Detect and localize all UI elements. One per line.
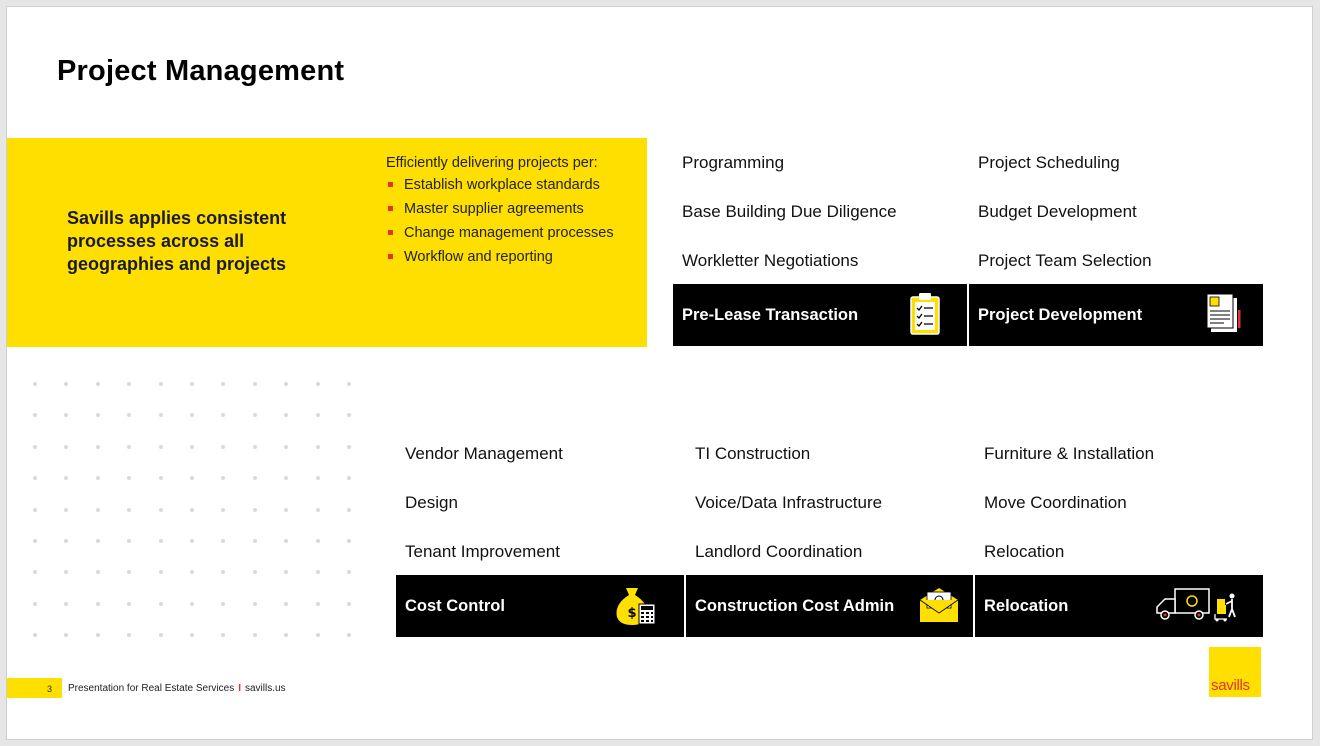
category-label: Project Development: [978, 306, 1143, 324]
decorative-dot: [253, 413, 257, 417]
decorative-dot: [253, 508, 257, 512]
decorative-dot: [284, 476, 288, 480]
service-item: Project Scheduling: [978, 153, 1120, 172]
envelope-money-icon: [918, 586, 960, 629]
decorative-dot: [347, 570, 351, 574]
decorative-dot: [284, 570, 288, 574]
decorative-dot: [190, 413, 194, 417]
decorative-dot: [33, 508, 37, 512]
service-item: Project Team Selection: [978, 251, 1152, 270]
bullets-intro: Efficiently delivering projects per:: [386, 155, 598, 171]
decorative-dot: [159, 445, 163, 449]
decorative-dot: [96, 382, 100, 386]
category-label: Relocation: [984, 597, 1069, 615]
decorative-dot: [64, 602, 68, 606]
category-label: Construction Cost Admin: [695, 597, 895, 615]
service-item: Base Building Due Diligence: [682, 202, 897, 221]
decorative-dot: [284, 508, 288, 512]
service-item: Relocation: [984, 542, 1065, 561]
decorative-dot: [347, 445, 351, 449]
footer-site: savills.us: [244, 683, 286, 694]
decorative-dot: [190, 633, 194, 637]
decorative-dot: [316, 633, 320, 637]
svg-text:$: $: [627, 606, 637, 621]
decorative-dot: [33, 602, 37, 606]
decorative-dot: [316, 445, 320, 449]
decorative-dot: [159, 413, 163, 417]
decorative-dot: [253, 602, 257, 606]
decorative-dot: [33, 445, 37, 449]
slide: [6, 6, 1313, 740]
decorative-dot: [316, 570, 320, 574]
service-item: TI Construction: [695, 444, 811, 463]
service-item: Workletter Negotiations: [682, 251, 859, 270]
service-item: Furniture & Installation: [984, 444, 1155, 463]
document-pencil-icon: [1203, 292, 1243, 341]
lead-statement: Savills applies consistent processes across all geographies and projects: [67, 208, 287, 274]
decorative-dot: [190, 445, 194, 449]
decorative-dot: [253, 382, 257, 386]
decorative-dot: [127, 508, 131, 512]
decorative-dot: [159, 382, 163, 386]
decorative-dot: [190, 539, 194, 543]
decorative-dot: [159, 602, 163, 606]
clipboard-checklist-icon: [908, 292, 942, 341]
decorative-dot: [127, 570, 131, 574]
decorative-dot: [316, 508, 320, 512]
category-bar-pre-lease: [673, 284, 967, 346]
service-item: Design: [405, 493, 458, 512]
decorative-dot: [284, 382, 288, 386]
service-item: Budget Development: [978, 202, 1137, 221]
decorative-dot: [159, 570, 163, 574]
footer-separator: I: [238, 683, 241, 694]
decorative-dot: [190, 382, 194, 386]
decorative-dot: [284, 633, 288, 637]
category-bar-project-development: [969, 284, 1263, 346]
decorative-dot: [127, 476, 131, 480]
decorative-dot: [33, 413, 37, 417]
decorative-dot: [284, 602, 288, 606]
decorative-dot: [221, 602, 225, 606]
decorative-dot: [96, 570, 100, 574]
decorative-dot: [221, 539, 225, 543]
decorative-dot: [316, 382, 320, 386]
decorative-dot: [316, 602, 320, 606]
service-item: Programming: [682, 153, 785, 172]
category-bar-relocation: [975, 575, 1263, 637]
page-title: Project Management: [57, 55, 345, 87]
decorative-dot: [64, 445, 68, 449]
decorative-dot: [96, 508, 100, 512]
decorative-dot: [96, 633, 100, 637]
decorative-dot: [127, 382, 131, 386]
decorative-dot: [33, 476, 37, 480]
decorative-dot: [253, 570, 257, 574]
decorative-dot: [33, 382, 37, 386]
decorative-dot: [96, 476, 100, 480]
decorative-dot: [64, 570, 68, 574]
category-bar-construction-cost-admin: [686, 575, 973, 637]
savills-logo: [1209, 647, 1261, 697]
bullet-item: Master supplier agreements: [386, 201, 636, 217]
decorative-dot: [159, 633, 163, 637]
bullet-list: [386, 177, 636, 265]
decorative-dot: [159, 508, 163, 512]
service-item: Move Coordination: [984, 493, 1127, 512]
decorative-dot: [316, 413, 320, 417]
decorative-dot: [64, 476, 68, 480]
footer-title: Presentation for Real Estate Services: [68, 683, 235, 694]
decorative-dot: [347, 413, 351, 417]
decorative-dot: [64, 539, 68, 543]
decorative-dot: [347, 476, 351, 480]
service-item: Tenant Improvement: [405, 542, 560, 561]
category-bar-cost-control: [396, 575, 684, 637]
decorative-dot: [127, 633, 131, 637]
category-label: Pre-Lease Transaction: [682, 306, 859, 324]
decorative-dot: [284, 539, 288, 543]
decorative-dot: [347, 539, 351, 543]
decorative-dot: [33, 570, 37, 574]
decorative-dot: [253, 445, 257, 449]
decorative-dot: [64, 633, 68, 637]
decorative-dot: [316, 539, 320, 543]
decorative-dot: [96, 445, 100, 449]
bullets-block: [386, 155, 636, 273]
decorative-dot: [284, 445, 288, 449]
decorative-dot: [96, 539, 100, 543]
decorative-dot: [64, 382, 68, 386]
category-label: Cost Control: [405, 597, 505, 615]
bullet-item: Workflow and reporting: [386, 249, 636, 265]
decorative-dot: [347, 382, 351, 386]
intro-panel: [7, 138, 647, 347]
logo-text: savills: [1211, 677, 1250, 694]
decorative-dot: [190, 602, 194, 606]
decorative-dot: [221, 413, 225, 417]
decorative-dot: [347, 602, 351, 606]
service-item: Voice/Data Infrastructure: [695, 493, 883, 512]
decorative-dot: [221, 508, 225, 512]
decorative-dot: [221, 570, 225, 574]
footer-text: [68, 683, 286, 694]
decorative-dot: [127, 602, 131, 606]
decorative-dot: [190, 476, 194, 480]
decorative-dot: [64, 508, 68, 512]
decorative-dot: [347, 633, 351, 637]
service-item: Landlord Coordination: [695, 542, 863, 561]
decorative-dot: [33, 539, 37, 543]
moving-truck-icon: [1153, 587, 1243, 628]
decorative-dot: [221, 633, 225, 637]
decorative-dot: [190, 570, 194, 574]
decorative-dot: [253, 539, 257, 543]
decorative-dot: [221, 382, 225, 386]
bullet-item: Establish workplace standards: [386, 177, 636, 193]
money-bag-calculator-icon: [612, 584, 658, 631]
decorative-dot: [221, 476, 225, 480]
decorative-dot: [159, 476, 163, 480]
decorative-dot: [96, 413, 100, 417]
decorative-dot: [127, 539, 131, 543]
page-number: 3: [47, 684, 53, 694]
decorative-dot: [127, 445, 131, 449]
decorative-dot: [347, 508, 351, 512]
footer-accent-bar: [7, 678, 62, 698]
decorative-dot: [253, 633, 257, 637]
decorative-dot: [159, 539, 163, 543]
decorative-dot: [127, 413, 131, 417]
bullet-item: Change management processes: [386, 225, 636, 241]
decorative-dot: [221, 445, 225, 449]
decorative-dot: [96, 602, 100, 606]
service-item: Vendor Management: [405, 444, 563, 463]
decorative-dot: [316, 476, 320, 480]
decorative-dot: [253, 476, 257, 480]
decorative-dot: [284, 413, 288, 417]
decorative-dot: [190, 508, 194, 512]
decorative-dot: [33, 633, 37, 637]
decorative-dot: [64, 413, 68, 417]
